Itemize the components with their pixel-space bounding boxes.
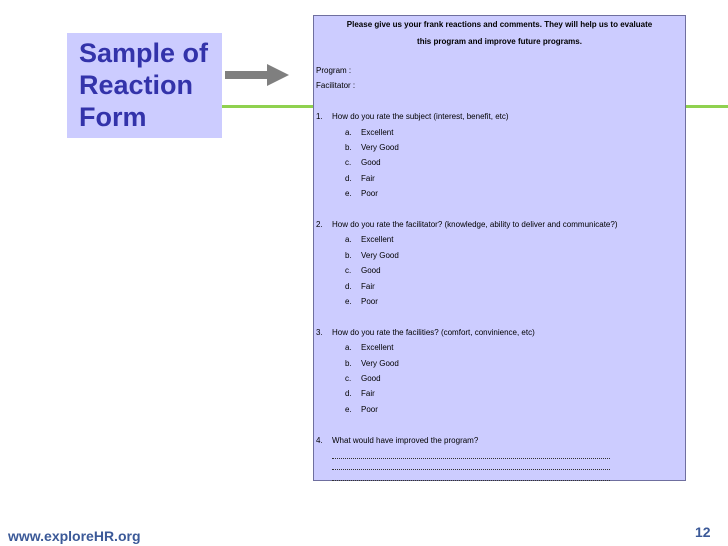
slide-title bbox=[79, 37, 222, 133]
accent-line-left bbox=[222, 105, 313, 108]
option-item[interactable] bbox=[345, 232, 685, 247]
option-label: Poor bbox=[361, 189, 378, 199]
option-label: Excellent bbox=[361, 343, 394, 353]
option-item[interactable] bbox=[345, 155, 685, 170]
facilitator-label: Facilitator : bbox=[316, 81, 356, 91]
option-item[interactable] bbox=[345, 402, 685, 417]
question-text: What would have improved the program? bbox=[332, 435, 479, 445]
option-letter: a. bbox=[345, 343, 352, 353]
option-label: Poor bbox=[361, 404, 378, 414]
option-label: Very Good bbox=[361, 358, 399, 368]
reaction-form bbox=[313, 15, 686, 481]
question-3 bbox=[314, 325, 685, 433]
option-letter: b. bbox=[345, 358, 352, 368]
option-letter: a. bbox=[345, 235, 352, 245]
option-item[interactable] bbox=[345, 263, 685, 278]
option-letter: b. bbox=[345, 143, 352, 153]
option-item[interactable] bbox=[345, 248, 685, 263]
option-label: Excellent bbox=[361, 127, 394, 137]
option-list bbox=[316, 340, 685, 417]
option-label: Fair bbox=[361, 389, 375, 399]
question-number: 3. bbox=[316, 327, 323, 337]
answer-line[interactable] bbox=[332, 448, 610, 459]
option-label: Good bbox=[361, 158, 381, 168]
option-label: Good bbox=[361, 266, 381, 276]
page-number: 12 bbox=[695, 524, 711, 540]
option-letter: b. bbox=[345, 250, 352, 260]
question-title bbox=[316, 433, 685, 448]
option-letter: e. bbox=[345, 404, 352, 414]
form-intro bbox=[318, 16, 681, 50]
option-list bbox=[316, 232, 685, 309]
question-number: 2. bbox=[316, 220, 323, 230]
question-number: 1. bbox=[316, 112, 323, 122]
question-text: How do you rate the facilities? (comfort, convinience, etc) bbox=[332, 327, 535, 337]
option-label: Fair bbox=[361, 173, 375, 183]
option-item[interactable] bbox=[345, 371, 685, 386]
arrow-right-icon bbox=[225, 63, 291, 87]
option-label: Good bbox=[361, 374, 381, 384]
option-item[interactable] bbox=[345, 340, 685, 355]
question-title bbox=[316, 109, 685, 124]
form-intro-line: Please give us your frank reactions and comments. They will help us to evaluate bbox=[346, 20, 653, 29]
option-list bbox=[316, 125, 685, 202]
option-item[interactable] bbox=[345, 186, 685, 201]
option-letter: c. bbox=[345, 158, 352, 168]
form-intro-line: this program and improve future programs. bbox=[417, 37, 582, 46]
question-2 bbox=[314, 217, 685, 325]
option-label: Very Good bbox=[361, 250, 399, 260]
option-item[interactable] bbox=[345, 279, 685, 294]
option-item[interactable] bbox=[345, 171, 685, 186]
option-letter: c. bbox=[345, 374, 352, 384]
option-label: Very Good bbox=[361, 143, 399, 153]
slide-title-line: Form bbox=[79, 102, 147, 132]
question-list bbox=[314, 109, 685, 481]
footer-url[interactable]: www.exploreHR.org bbox=[8, 528, 141, 544]
option-item[interactable] bbox=[345, 356, 685, 371]
question-text: How do you rate the facilitator? (knowledge, ability to deliver and communicate?) bbox=[332, 220, 618, 230]
accent-line-right bbox=[686, 105, 728, 108]
option-label: Excellent bbox=[361, 235, 394, 245]
question-4 bbox=[314, 433, 685, 481]
question-1 bbox=[314, 109, 685, 217]
option-letter: d. bbox=[345, 281, 352, 291]
option-letter: c. bbox=[345, 266, 352, 276]
program-label: Program : bbox=[316, 66, 352, 75]
option-item[interactable] bbox=[345, 140, 685, 155]
slide-title-line: Reaction bbox=[79, 70, 194, 100]
option-letter: d. bbox=[345, 389, 352, 399]
answer-line[interactable] bbox=[332, 459, 610, 470]
question-text: How do you rate the subject (interest, benefit, etc) bbox=[332, 112, 509, 122]
slide-title-box bbox=[67, 33, 222, 138]
answer-lines[interactable] bbox=[316, 448, 685, 481]
question-title bbox=[316, 217, 685, 232]
slide-title-line: Sample of bbox=[79, 38, 209, 68]
option-item[interactable] bbox=[345, 125, 685, 140]
question-title bbox=[316, 325, 685, 340]
option-letter: e. bbox=[345, 189, 352, 199]
option-letter: a. bbox=[345, 127, 352, 137]
option-label: Fair bbox=[361, 281, 375, 291]
option-item[interactable] bbox=[345, 386, 685, 401]
question-number: 4. bbox=[316, 435, 323, 445]
form-meta bbox=[314, 63, 685, 94]
answer-line[interactable] bbox=[332, 470, 610, 481]
option-item[interactable] bbox=[345, 294, 685, 309]
option-letter: e. bbox=[345, 297, 352, 307]
option-label: Poor bbox=[361, 297, 378, 307]
option-letter: d. bbox=[345, 173, 352, 183]
